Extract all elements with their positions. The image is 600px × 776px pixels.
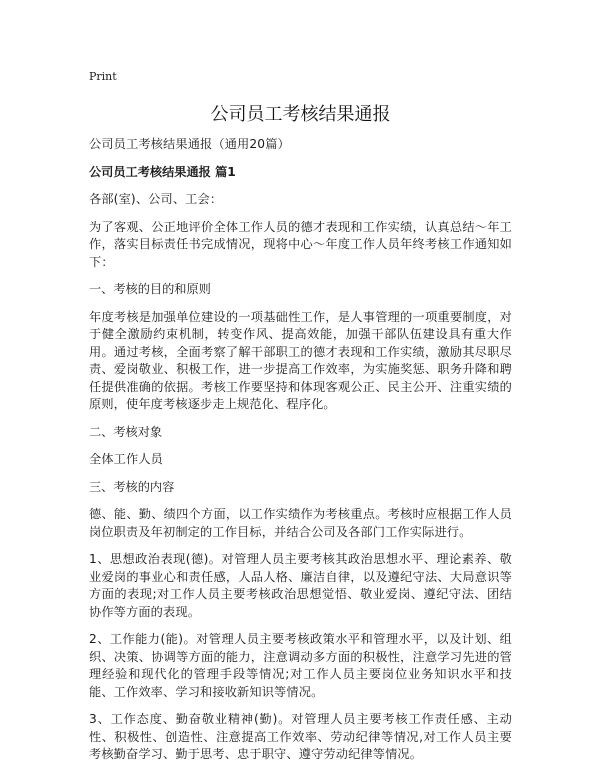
document-title: 公司员工考核结果通报 <box>210 104 391 125</box>
section-content-body: 德、能、勤、绩四个方面，以工作实绩作为考核重点。考核时应根据工作人员岗位职责及年初制定的工作目标，并结合公司及各部门工作实际进行。 <box>89 507 512 539</box>
print-label: Print <box>89 70 117 83</box>
article-heading: 公司员工考核结果通报 篇1 <box>89 164 236 179</box>
section-heading-purpose: 一、考核的目的和原则 <box>89 282 211 296</box>
content-item-1: 1、思想政治表现(德)。对管理人员主要考核其政治思想水平、理论素养、敬业爱岗的事业心和责任感，人品人格、廉洁自律，以及遵纪守法、大局意识等方面的表现;对工作人员主要考核政治思想觉悟、敬业爱岗、遵纪守法、团结协作等方面的表现。 <box>89 552 512 619</box>
section-heading-targets: 二、考核对象 <box>89 424 163 439</box>
salutation: 各部(室)、公司、工会： <box>89 192 223 206</box>
intro-paragraph: 为了客观、公正地评价全体工作人员的德才表现和工作实绩，认真总结～年工作，落实目标责任书完成情况，现将中心～年度工作人员年终考核工作通知如下： <box>89 219 512 269</box>
document-subtitle: 公司员工考核结果通报（通用20篇） <box>89 137 290 151</box>
content-item-3: 3、工作态度、勤奋敬业精神(勤)。对管理人员主要考核工作责任感、主动性、积极性、创造性、注意提高工作效率、劳动纪律等情况,对工作人员主要考核勤奋学习、勤于思考、忠于职守、遵守劳动纪律等情况。 <box>89 712 512 761</box>
section-purpose-body: 年度考核是加强单位建设的一项基础性工作，是人事管理的一项重要制度，对于健全激励约束机制，转变作风、提高效能，加强干部队伍建设具有重大作用。通过考核，全面考察了解干部职工的德才表现和工作实绩，激励其尽职尽责、爱岗敬业、积极工作，进一步提高工作效率，为实施奖惩、职务升降和聘任提供准确的依据。考核工作要坚持和体现客观公正、民主公开、注重实绩的原则，使年度考核逐步走上规范化、程序化。 <box>89 309 512 411</box>
section-targets-body: 全体工作人员 <box>89 452 164 466</box>
content-item-2: 2、工作能力(能)。对管理人员主要考核政策水平和管理水平，以及计划、组织、决策、协调等方面的能力，注意调动多方面的积极性，注意学习先进的管理经验和现代化的管理手段等情况;对工作人员主要岗位业务知识水平和技能、工作效率、学习和接收新知识等情况。 <box>89 632 512 699</box>
section-heading-content: 三、考核的内容 <box>89 479 175 494</box>
